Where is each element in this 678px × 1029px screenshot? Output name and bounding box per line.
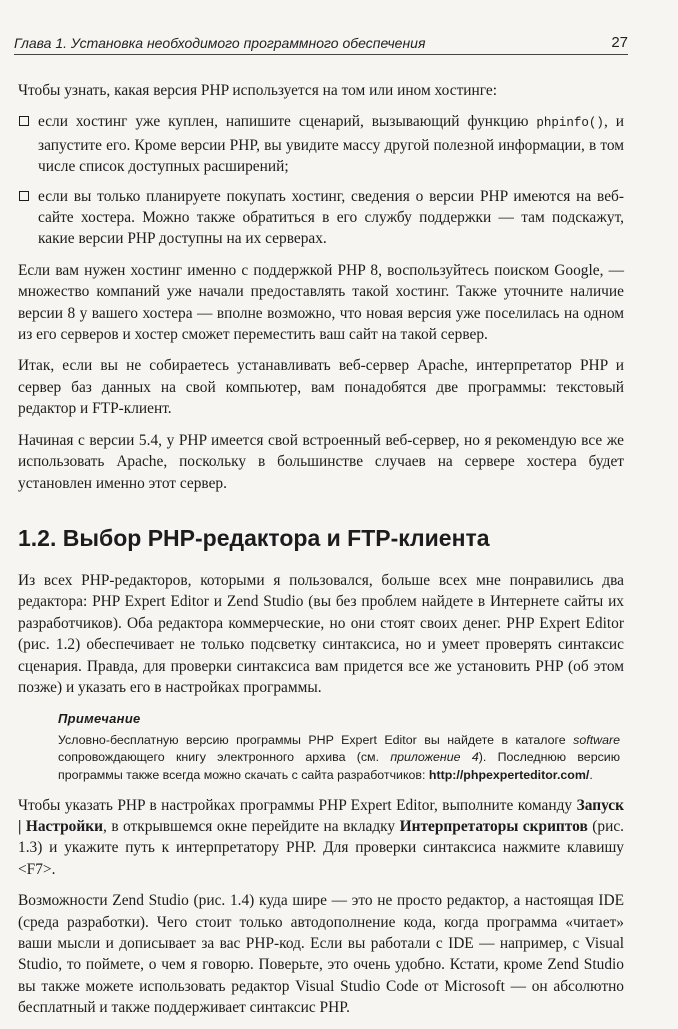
page-number: 27 bbox=[611, 34, 628, 51]
running-header bbox=[14, 34, 628, 55]
chapter-title: Глава 1. Установка необходимого программного обеспечения bbox=[14, 35, 426, 51]
folder-name: software bbox=[573, 732, 620, 747]
list-item-text: если хостинг уже куплен, напишите сценарий, вызывающий функцию bbox=[38, 113, 537, 131]
section-heading: 1.2. Выбор PHP-редактора и FTP-клиента bbox=[18, 524, 490, 551]
note-box bbox=[58, 708, 620, 784]
appendix-reference: приложение 4 bbox=[390, 750, 479, 765]
checkbox-bullet-icon bbox=[19, 116, 29, 126]
page-body bbox=[18, 80, 624, 1029]
tab-name: Интерпретаторы скриптов bbox=[399, 817, 588, 835]
list-item-text: если вы только планируете покупать хостинг, сведения о версии PHP имеются на веб-сайте хостера. Можно также обратиться в его службу поддержки — там подскажут, какие версии PHP доступны на их серверах. bbox=[38, 187, 624, 248]
list-item bbox=[18, 186, 624, 250]
body-paragraph: Из всех PHP-редакторов, которыми я пользовался, больше всех мне понравились два редактора: PHP Expert Editor и Zend Studio (вы без проблем найдете в Интернете сайты их разработчиков). Оба редактора коммерческие, но они стоят своих денег. PHP Expert Editor (рис. 1.2) обеспечивает не только подсветку синтаксиса, но и умеет проверять синтаксис сценария. Правда, для проверки синтаксиса вам придется все же установить PHP (об этом позже) и указать его в настройках программы. bbox=[18, 571, 624, 696]
body-paragraph: Начиная с версии 5.4, у PHP имеется свой встроенный веб-сервер, но я рекомендую все же использовать Apache, поскольку в большинстве случаев на сервере хостера будет установлен именно этот сервер. bbox=[18, 431, 624, 492]
body-paragraph: Итак, если вы не собираетесь устанавливать веб-сервер Apache, интерпретатор PHP и сервер баз данных на свой компьютер, вам понадобятся две программы: текстовый редактор и FTP-клиент. bbox=[18, 357, 624, 418]
inline-code: phpinfo() bbox=[536, 116, 604, 131]
body-paragraph: Возможности Zend Studio (рис. 1.4) куда шире — это не просто редактор, а настоящая IDE (среда разработки). Чего стоит только автодополнение кода, когда программа «читает» ваши мысли и дописывает за вас PHP-код. Если вы работали с IDE — например, с Visual Studio, то поймете, о чем я говорю. Поверьте, это очень удобно. Кстати, кроме Zend Studio вы также можете использовать редактор Visual Studio Code от Microsoft — он абсолютно бесплатный и также поддерживает синтаксис PHP. bbox=[18, 892, 624, 1017]
instructions-paragraph: Чтобы указать PHP в настройках программы PHP Expert Editor, выполните команду Запуск | Настройки, в открывшемся окне перейдите на вкладку Интерпретаторы скриптов (рис. 1.3) и укажите путь к интерпретатору PHP. Для проверки синтаксиса нажмите клавишу <F7>. bbox=[18, 796, 625, 878]
list-item-text: , и запустите его. Кроме версии PHP, вы увидите массу другой полезной информации, в том числе список доступных расширений; bbox=[38, 113, 624, 176]
intro-paragraph: Чтобы узнать, какая версия PHP используется на том или ином хостинге: bbox=[18, 82, 497, 99]
menu-command: Запуск | Настройки bbox=[18, 796, 624, 835]
note-text: Условно-бесплатную версию программы PHP Expert Editor вы найдете в каталоге software сопровождающего книгу электронного архива (см. приложение 4). Последнюю версию программы также всегда можно скачать с сайта разработчиков: http://phpexperteditor.com/. bbox=[58, 732, 620, 782]
bullet-list bbox=[18, 111, 624, 249]
body-paragraph: Если вам нужен хостинг именно с поддержкой PHP 8, воспользуйтесь поиском Google, — множество компаний уже начали предоставлять такой хостинг. Также уточните наличие версии 8 у вашего хостера — вполне возможно, что новая версия уже поселилась на одном из его серверов и хостер сможет переместить ваш сайт на такой сервер. bbox=[18, 261, 624, 344]
developer-url: http://phpexperteditor.com/ bbox=[428, 767, 590, 782]
list-item bbox=[18, 111, 624, 177]
checkbox-bullet-icon bbox=[19, 191, 29, 201]
note-title: Примечание bbox=[58, 711, 141, 727]
